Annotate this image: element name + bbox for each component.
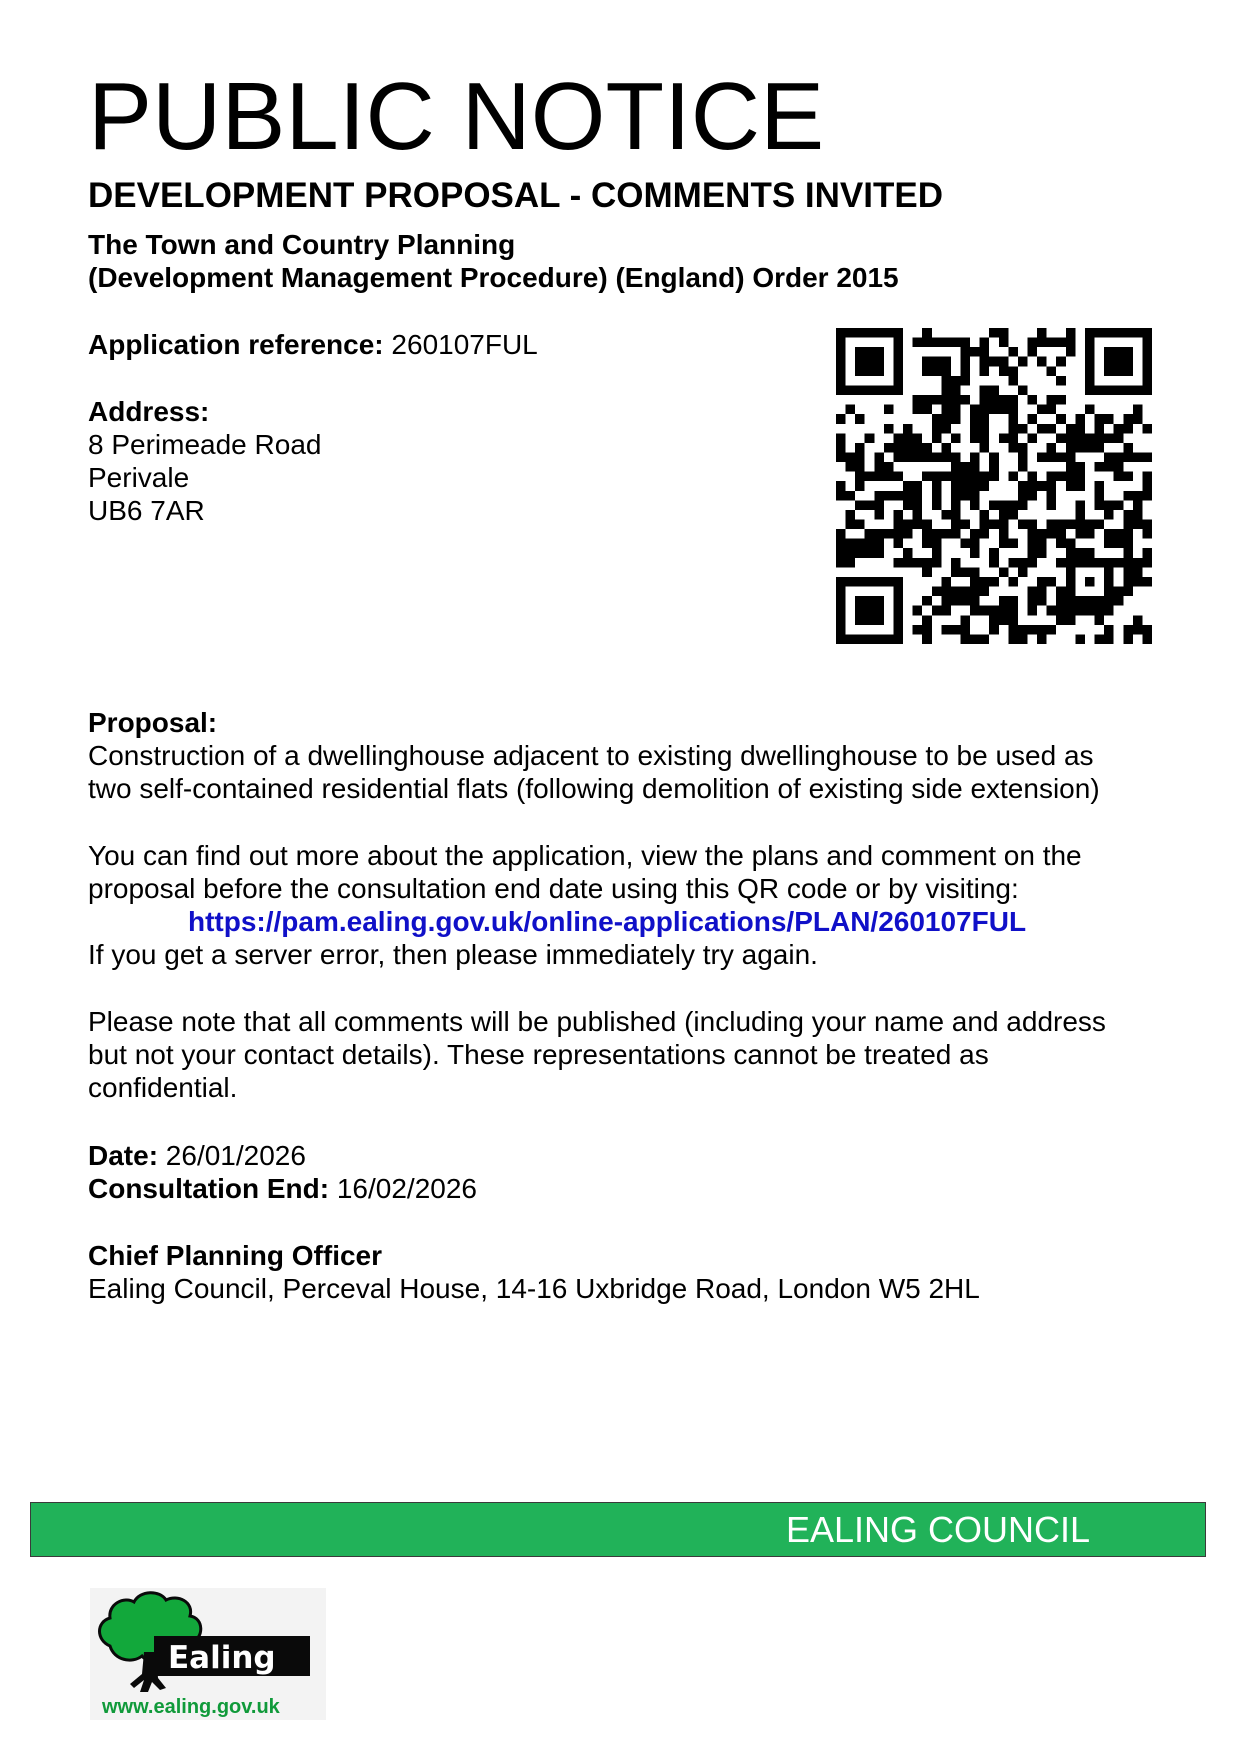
publication-note-line: confidential. xyxy=(88,1072,238,1103)
qr-code-graphic xyxy=(836,328,1152,644)
application-link[interactable]: https://pam.ealing.gov.uk/online-applications/PLAN/260107FUL xyxy=(188,906,1027,937)
publication-note-line: Please note that all comments will be published (including your name and address xyxy=(88,1006,1106,1037)
logo-url: www.ealing.gov.uk xyxy=(102,1696,280,1718)
consultation-end xyxy=(88,1172,477,1206)
proposal-label: Proposal: xyxy=(88,707,218,738)
consultation-end-value: 16/02/2026 xyxy=(336,1173,477,1204)
page-title: PUBLIC NOTICE xyxy=(88,63,825,170)
council-banner xyxy=(30,1502,1206,1557)
date-label: Date: xyxy=(88,1140,159,1171)
officer-title: Chief Planning Officer xyxy=(88,1240,383,1271)
legislation-line-2: (Development Management Procedure) (England) Order 2015 xyxy=(88,262,899,293)
address-line: 8 Perimeade Road xyxy=(88,429,322,460)
ealing-logo-graphic xyxy=(90,1588,326,1720)
server-error-note: If you get a server error, then please immediately try again. xyxy=(88,939,818,970)
date-value: 26/01/2026 xyxy=(165,1140,306,1171)
notice-date xyxy=(88,1139,306,1173)
officer-address: Ealing Council, Perceval House, 14-16 Uxbridge Road, London W5 2HL xyxy=(88,1273,980,1304)
publication-note-line: but not your contact details). These representations cannot be treated as xyxy=(88,1039,989,1070)
address-label: Address: xyxy=(88,396,210,427)
ealing-tree-logo-icon xyxy=(90,1588,326,1720)
consultation-end-label: Consultation End: xyxy=(88,1173,330,1204)
application-reference xyxy=(88,328,538,362)
council-name: EALING COUNCIL xyxy=(786,1509,1091,1550)
legislation-line-1: The Town and Country Planning xyxy=(88,229,516,260)
address-line: UB6 7AR xyxy=(88,495,205,526)
reference-value: 260107FUL xyxy=(391,329,538,360)
logo-wordmark: Ealing xyxy=(168,1640,276,1676)
info-line-2: proposal before the consultation end date using this QR code or by visiting: xyxy=(88,873,1019,904)
proposal-line: Construction of a dwellinghouse adjacent to existing dwellinghouse to be used as xyxy=(88,740,1094,771)
qr-code-icon[interactable] xyxy=(836,328,1152,644)
info-line-1: You can find out more about the application, view the plans and comment on the xyxy=(88,840,1082,871)
reference-label: Application reference: xyxy=(88,329,384,360)
address-line: Perivale xyxy=(88,462,190,493)
proposal-line: two self-contained residential flats (following demolition of existing side extension) xyxy=(88,773,1100,804)
subtitle: DEVELOPMENT PROPOSAL - COMMENTS INVITED xyxy=(88,176,943,215)
